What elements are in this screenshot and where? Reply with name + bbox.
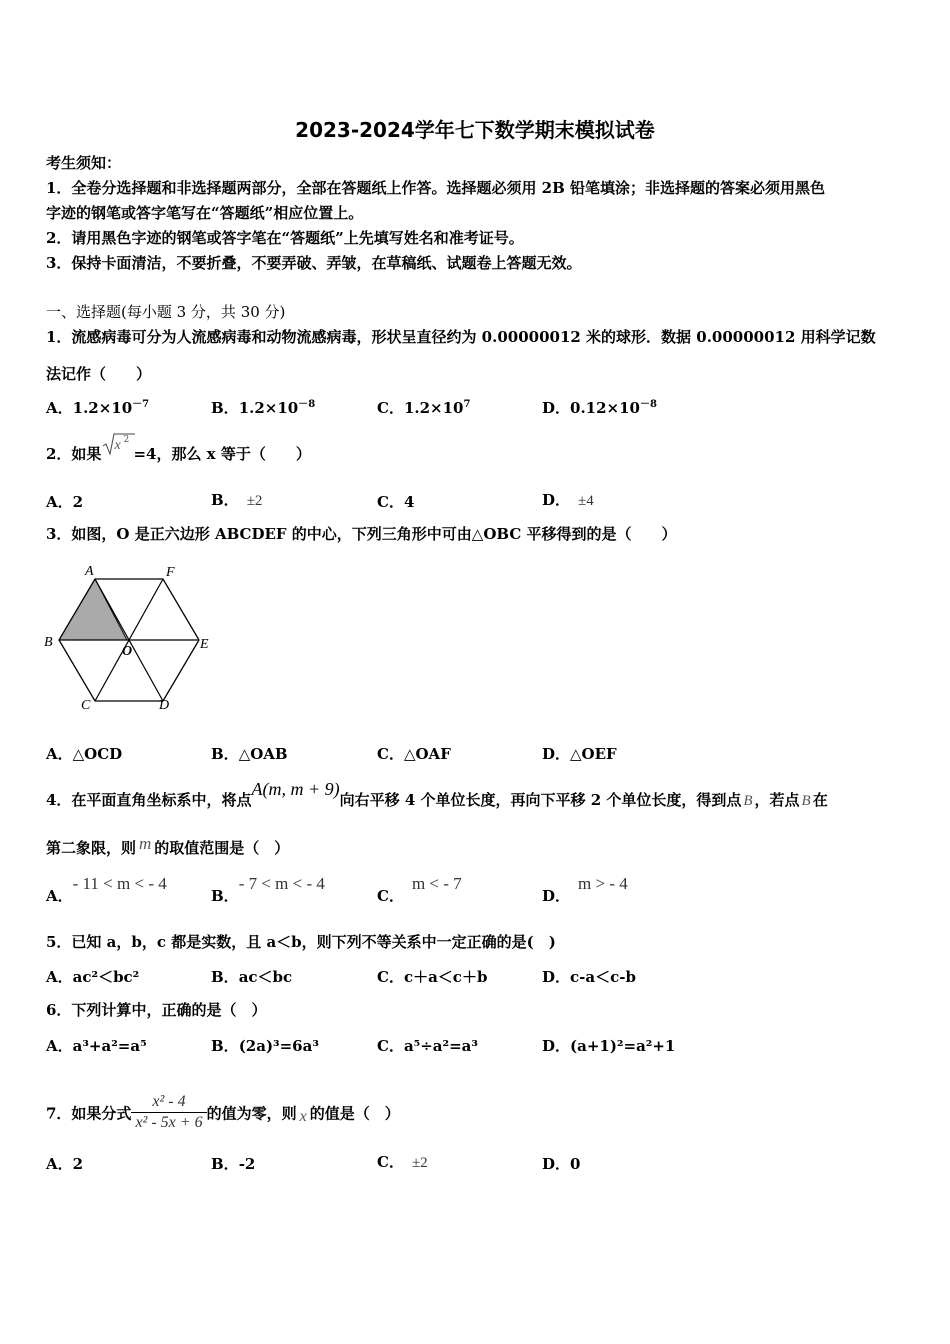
q1-stem-line-2: 法记作（ ）	[46, 365, 152, 383]
fraction-denominator: x² - 5x + 6	[131, 1112, 206, 1133]
q3-option-c: C．△OAF	[377, 745, 451, 763]
q4-option-d: D．m > - 4	[542, 874, 628, 905]
q7-option-d: D．0	[542, 1155, 581, 1173]
q2-option-b: B． ±2	[211, 491, 263, 509]
q5-option-a: A．ac²＜bc²	[46, 968, 140, 986]
q6-option-a: A．a³+a²=a⁵	[46, 1037, 147, 1055]
q3-stem: 3．如图，O 是正六边形 ABCDEF 的中心，下列三角形中可由△OBC 平移得到的是（ ）	[46, 525, 677, 543]
hexagon-figure	[40, 562, 220, 722]
q6-option-c: C．a⁵÷a²=a³	[377, 1037, 478, 1055]
label-f: F	[166, 565, 175, 580]
q7-option-c: C． ±2	[377, 1153, 428, 1171]
label-a: A	[85, 564, 94, 579]
q4-option-a: A．- 11 < m < - 4	[46, 874, 167, 905]
q6-option-d: D．(a+1)²=a²+1	[542, 1037, 676, 1055]
label-o: O	[122, 644, 133, 659]
q4-stem-line-1: 4．在平面直角坐标系中，将点A(m, m + 9)向右平移 4 个单位长度，再向下平移 2 个单位长度，得到点 B ，若点 B 在	[46, 779, 828, 809]
fraction	[131, 1092, 206, 1133]
q5-stem: 5．已知 a，b，c 都是实数，且 a＜b，则下列不等关系中一定正确的是( )	[46, 933, 556, 951]
q1-option-c: C．$1.2\times 10^7$	[377, 399, 471, 417]
q7-stem: 7．如果分式 $\frac{\text{x² - 4}}{\text{x² - 5x + 6}}$ 的值为零，则 x 的值是（ ）	[46, 1093, 400, 1131]
section-heading: 一、选择题(每小题 3 分，共 30 分)	[46, 303, 286, 321]
q7-option-a: A．2	[46, 1155, 84, 1173]
q1-option-b: B．$1.2\times 10^{-8}$	[211, 399, 316, 417]
hexagon-diagram	[40, 562, 220, 722]
notice-line-1a: 1．全卷分选择题和非选择题两部分，全部在答题纸上作答。选择题必须用 2B 铅笔填涂；非选择题的答案必须用黑色	[46, 179, 826, 197]
label-d: D	[159, 698, 170, 713]
q1-stem-line-1: 1．流感病毒可分为人流感病毒和动物流感病毒，形状呈直径约为 0.00000012 米的球形．数据 0.00000012 用科学记数	[46, 328, 876, 346]
q2-option-a: A．2	[46, 493, 84, 511]
q5-option-c: C．c＋a＜c＋b	[377, 968, 488, 986]
q1-option-a: A．$1.2\times 10^{-7}$	[46, 399, 150, 417]
q2-stem: 2．如果 x 2 =4，那么 x 等于（ ）	[46, 444, 311, 464]
q3-option-b: B．△OAB	[211, 745, 288, 763]
fraction-numerator: x² - 4	[152, 1093, 186, 1110]
point-b: B	[743, 793, 753, 809]
q7-option-b: B．-2	[211, 1155, 256, 1173]
label-b: B	[44, 635, 53, 650]
q1-option-d: D．$0.12\times 10^{-8}$	[542, 399, 657, 417]
shaded-triangle-obc	[59, 579, 127, 640]
notice-line-3: 3．保持卡面清洁，不要折叠，不要弄破、弄皱，在草稿纸、试题卷上答题无效。	[46, 254, 582, 272]
q4-option-b: B．- 7 < m < - 4	[211, 874, 325, 905]
label-c: C	[81, 698, 91, 713]
q4-option-c: C．m < - 7	[377, 874, 462, 905]
q2-option-c: C．4	[377, 493, 415, 511]
q3-option-a: A．△OCD	[46, 745, 123, 763]
label-e: E	[200, 637, 209, 652]
q3-option-d: D．△OEF	[542, 745, 617, 763]
point-b-2: B	[801, 793, 811, 809]
q6-option-b: B．(2a)³=6a³	[211, 1037, 319, 1055]
notice-line-2: 2．请用黑色字迹的钢笔或答字笔在“答题纸”上先填写姓名和准考证号。	[46, 229, 524, 247]
q5-option-b: B．ac＜bc	[211, 968, 293, 986]
page-title: 2023-2024学年七下数学期末模拟试卷	[295, 118, 655, 142]
sqrt-expression: x 2	[101, 444, 133, 464]
notice-line-1b: 字迹的钢笔或答字笔写在“答题纸”相应位置上。	[46, 204, 364, 222]
q5-option-d: D．c-a＜c-b	[542, 968, 636, 986]
notice-heading: 考生须知：	[46, 154, 122, 172]
q6-stem: 6．下列计算中，正确的是（ ）	[46, 1001, 267, 1019]
q2-option-d: D． ±4	[542, 491, 594, 509]
q4-stem-line-2: 第二象限，则 m 的取值范围是（ ）	[46, 834, 290, 857]
point-a: A(m, m + 9)	[251, 779, 340, 799]
